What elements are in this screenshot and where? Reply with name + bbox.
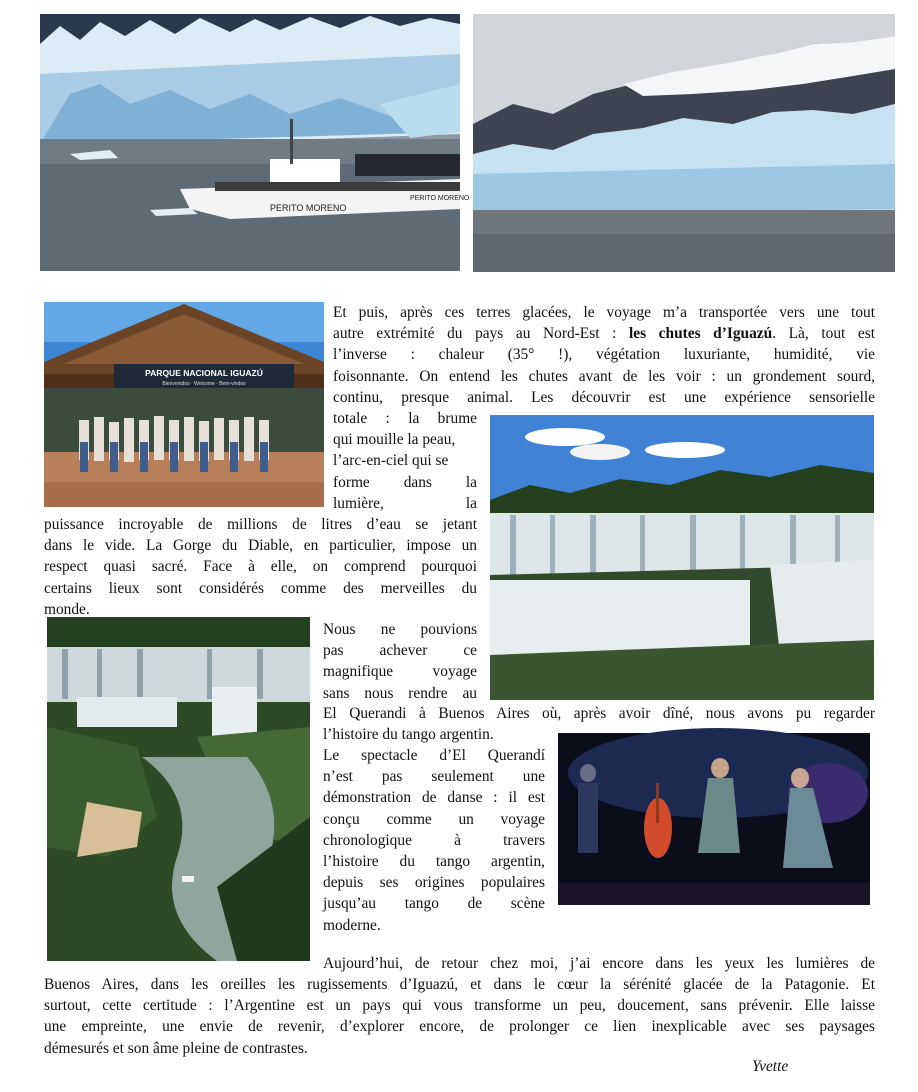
text-line: magnifique voyage — [323, 663, 477, 681]
text-line: Et puis, après ces terres glacées, le voyage m’a transportée vers une tout — [333, 304, 875, 321]
text-line: l’inverse : chaleur (35° !), végétation luxuriante, humidité, vie — [333, 346, 875, 364]
text-line: continu, presque animal. Les découvrir est une expérience sensorielle — [333, 388, 875, 406]
boat-name-text: PERITO MORENO — [270, 203, 347, 213]
text-line: El Querandi à Buenos Aires où, après avoir dîné, nous avons pu regarder — [323, 705, 875, 722]
text-line: puissance incroyable de millions de litres d’eau se jetant — [44, 516, 477, 533]
text-line: jusqu’au tango de scène — [323, 895, 545, 913]
text-line — [333, 323, 875, 344]
photo-falls-wide — [490, 415, 874, 700]
text-line: démesurés et son âme pleine de contrastes. — [44, 1039, 308, 1057]
text-line: forme dans la — [333, 473, 477, 491]
author-signature: Yvette — [752, 1058, 789, 1075]
photo-falls-canyon — [47, 617, 310, 961]
text-line: respect quasi sacré. Face à elle, on comprend pourquoi — [44, 558, 477, 576]
text-line: Buenos Aires, dans les oreilles les rugissements d’Iguazú, et dans le cœur la sérénité glacée de la Patagonie. Et — [44, 976, 875, 993]
text-line: monde. — [44, 600, 90, 618]
text-line: chronologique à travers — [323, 831, 545, 849]
paragraph-iguazu-upper — [333, 302, 875, 408]
text-line: Nous ne pouvions — [323, 621, 477, 638]
text-line: n’est pas seulement une — [323, 768, 545, 786]
paragraph-conclusion-first — [323, 953, 875, 974]
text-line: totale : la brume — [333, 410, 477, 427]
text-line: l’histoire du tango argentin. — [323, 726, 494, 744]
text-line: sans nous rendre au — [323, 684, 477, 702]
text-line: dans le vide. La Gorge du Diable, en particulier, impose un — [44, 537, 477, 555]
paragraph-tango-intro — [323, 619, 477, 704]
text-line: pas achever ce — [323, 642, 477, 660]
bold-phrase: les chutes d’Iguazú — [628, 325, 773, 343]
text-line: qui mouille la peau, — [333, 431, 456, 449]
paragraph-iguazu-lower — [44, 514, 477, 620]
park-sign-sub: Bienvenidos · Welcome · Bem-vindos — [162, 381, 246, 387]
paragraph-conclusion — [44, 974, 875, 1059]
text-fragment: . Là, tout est — [772, 325, 875, 343]
text-line: depuis ses origines populaires — [323, 874, 545, 892]
text-line: surtout, cette certitude : l’Argentine est un pays qui vous transforme un peu, doucement, sans prévenir. Elle laisse — [44, 997, 875, 1015]
text-line: l’histoire du tango argentin, — [323, 853, 545, 871]
photo-park-entrance — [44, 302, 324, 507]
park-sign-main: PARQUE NACIONAL IGUAZÚ — [145, 368, 263, 378]
text-line: une empreinte, une envie de revenir, d’explorer encore, de prolonger ce lien inexplicable avec ses paysages — [44, 1018, 875, 1036]
boat-name-side-text: PERITO MORENO — [410, 195, 470, 202]
paragraph-tango-detail — [323, 745, 545, 936]
text-line: foisonnante. On entend les chutes avant de les voir : un grondement sourd, — [333, 367, 875, 385]
text-line: moderne. — [323, 916, 381, 934]
text-line: conçu comme un voyage — [323, 810, 545, 828]
photo-glacier-mountains — [473, 14, 895, 272]
text-line: lumière, la — [333, 494, 477, 512]
paragraph-tango-wide — [323, 703, 875, 745]
text-fragment: autre extrémité du pays au Nord-Est : — [333, 325, 629, 343]
photo-glacier-boat — [40, 14, 470, 271]
paragraph-iguazu-narrow — [333, 408, 477, 514]
text-line: Le spectacle d’El Querandí — [323, 747, 545, 764]
photo-tango-show — [558, 733, 870, 905]
text-line: démonstration de danse : il est — [323, 789, 545, 807]
text-line: certains lieux sont considérés comme des merveilles du — [44, 579, 477, 597]
text-line: l’arc-en-ciel qui se — [333, 452, 449, 470]
text-line: Aujourd’hui, de retour chez moi, j’ai encore dans les yeux les lumières de — [323, 955, 875, 972]
